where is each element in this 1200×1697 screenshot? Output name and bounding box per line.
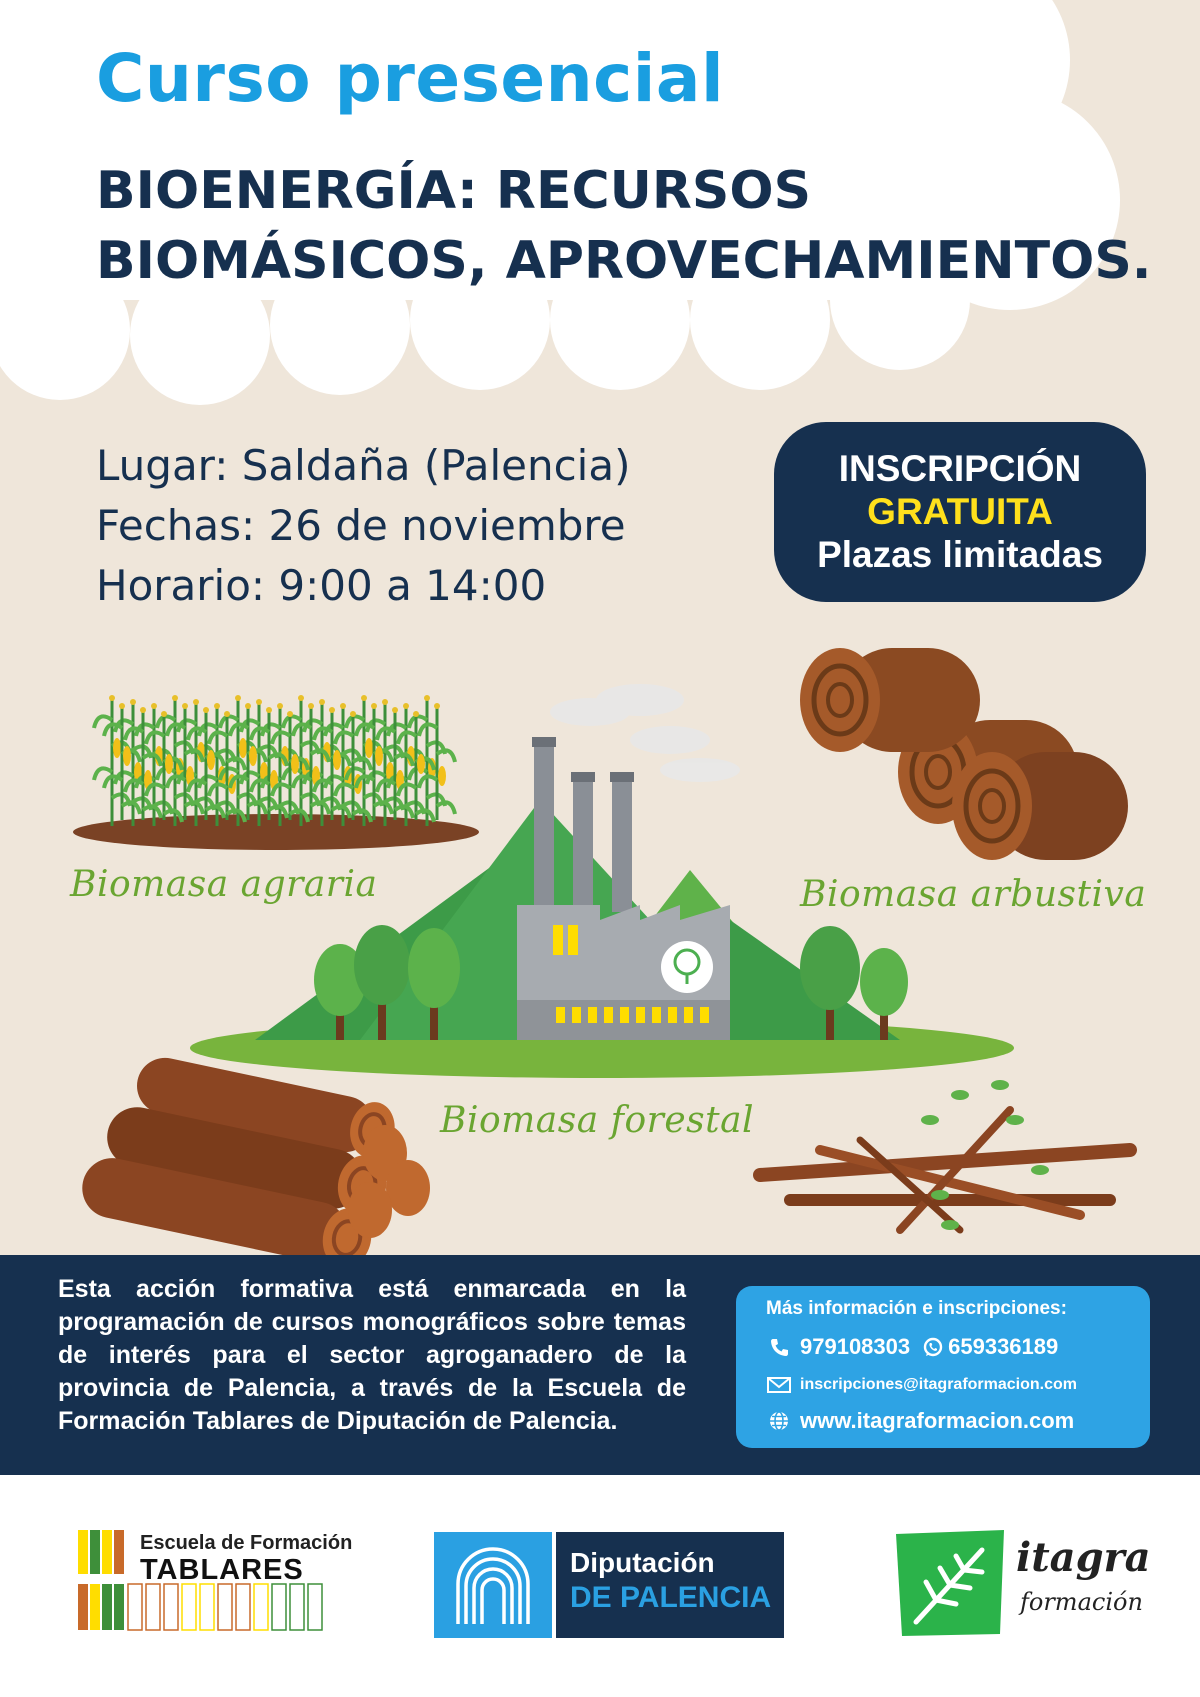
itagra-logo-line2: formación [1020, 1588, 1143, 1616]
dates-text: Fechas: 26 de noviembre [96, 501, 626, 550]
globe-icon [766, 1410, 792, 1432]
corn-tassel [298, 695, 304, 701]
corn-tassel [350, 711, 356, 717]
website-link[interactable]: www.itagraformacion.com [800, 1408, 1075, 1433]
corn-tassel [266, 707, 272, 713]
branches-icon [760, 1080, 1130, 1230]
corn-tassel [151, 703, 157, 709]
corn-tassel [413, 711, 419, 717]
tablares-logo-line1: Escuela de Formación [140, 1532, 353, 1554]
corn-tassel [277, 703, 283, 709]
biomass-agraria-label: Biomasa agraria [70, 864, 378, 905]
diputacion-logo-line1: Diputación [570, 1547, 715, 1578]
course-details [96, 436, 630, 616]
corn-tassel [109, 695, 115, 701]
contact-web [766, 1408, 1150, 1434]
course-title-line: BIOENERGÍA: RECURSOS [96, 161, 812, 221]
corn-tassel [203, 707, 209, 713]
corn-leaf [437, 802, 455, 814]
tablares-logo-line2: TABLARES [140, 1554, 304, 1586]
diputacion-logo-text [556, 1532, 784, 1638]
place-text: Lugar: Saldaña (Palencia) [96, 441, 631, 490]
diputacion-arch-icon [434, 1532, 552, 1638]
tablares-logo [78, 1530, 353, 1640]
corn-field-icon [73, 695, 479, 850]
corn-tassel [392, 707, 398, 713]
itagra-logo-line1: itagra [1016, 1534, 1151, 1581]
course-title [96, 156, 1152, 296]
corn-tassel [256, 699, 262, 705]
corn-cob [333, 750, 341, 770]
corn-tassel [140, 707, 146, 713]
corn-cob [375, 746, 383, 766]
schedule-text: Horario: 9:00 a 14:00 [96, 561, 547, 610]
signup-line: INSCRIPCIÓN [838, 448, 1082, 489]
contact-heading: Más información e inscripciones: [766, 1298, 1067, 1319]
corn-cob [438, 766, 446, 786]
corn-tassel [329, 707, 335, 713]
corn-cob [113, 738, 121, 758]
course-title-line: BIOMÁSICOS, APROVECHAMIENTOS. [96, 231, 1152, 291]
biomass-arbustiva-label: Biomasa arbustiva [800, 874, 1147, 915]
course-type-heading: Curso presencial [96, 40, 725, 117]
corn-tassel [235, 695, 241, 701]
corn-leaf [437, 750, 455, 762]
corn-cob [165, 754, 173, 774]
whatsapp-number-link[interactable]: 659336189 [948, 1334, 1059, 1359]
phone-number-link[interactable]: 979108303 [800, 1334, 911, 1359]
contact-phones [766, 1334, 1150, 1360]
corn-cob [291, 754, 299, 774]
corn-tassel [119, 703, 125, 709]
corn-tassel [193, 699, 199, 705]
corn-leaf [143, 806, 161, 818]
corn-tassel [340, 703, 346, 709]
mail-icon [766, 1374, 792, 1396]
corn-tassel [424, 695, 430, 701]
corn-leaf [311, 802, 329, 814]
corn-tassel [371, 703, 377, 709]
limited-places-label: Plazas limitadas [817, 534, 1103, 575]
corn-tassel [161, 711, 167, 717]
corn-tassel [308, 703, 314, 709]
corn-tassel [182, 703, 188, 709]
biomass-forestal-label: Biomasa forestal [440, 1100, 755, 1141]
corn-leaf [248, 802, 266, 814]
itagra-logo [896, 1530, 1151, 1640]
corn-cob [417, 754, 425, 774]
corn-tassel [214, 703, 220, 709]
corn-tassel [245, 703, 251, 709]
corn-tassel [287, 711, 293, 717]
corn-tassel [319, 699, 325, 705]
contact-email [766, 1374, 1150, 1396]
corn-cob [239, 738, 247, 758]
corn-cob [207, 750, 215, 770]
corn-cob [123, 746, 131, 766]
diputacion-logo-line2: DE PALENCIA [570, 1581, 772, 1614]
corn-leaf [185, 802, 203, 814]
corn-tassel [434, 703, 440, 709]
signup-badge [774, 422, 1146, 602]
corn-tassel [403, 703, 409, 709]
corn-leaf [122, 802, 140, 814]
info-paragraph: Esta acción formativa está enmarcada en la programación de cursos monográficos sobre temas de interés para el sector agroganadero de la provincia de Palencia, a través de la Escuela de Formación Tablares de Diputación de Palencia. [58, 1275, 686, 1435]
corn-tassel [224, 711, 230, 717]
corn-leaf [374, 802, 392, 814]
itagra-leaf-icon [896, 1530, 1008, 1638]
email-link[interactable]: inscripciones@itagraformacion.com [800, 1376, 1078, 1393]
corn-cob [249, 746, 257, 766]
corn-tassel [172, 695, 178, 701]
logs-icon [77, 1053, 430, 1273]
phone-icon [766, 1336, 792, 1358]
free-label: GRATUITA [867, 491, 1053, 532]
diputacion-logo [434, 1532, 784, 1638]
whatsapp-icon [922, 1336, 944, 1358]
corn-tassel [361, 695, 367, 701]
corn-tassel [382, 699, 388, 705]
contact-box [736, 1286, 1150, 1448]
corn-cob [365, 738, 373, 758]
hay-bales-icon [800, 648, 1128, 860]
corn-tassel [130, 699, 136, 705]
corn-leaf [395, 806, 413, 818]
